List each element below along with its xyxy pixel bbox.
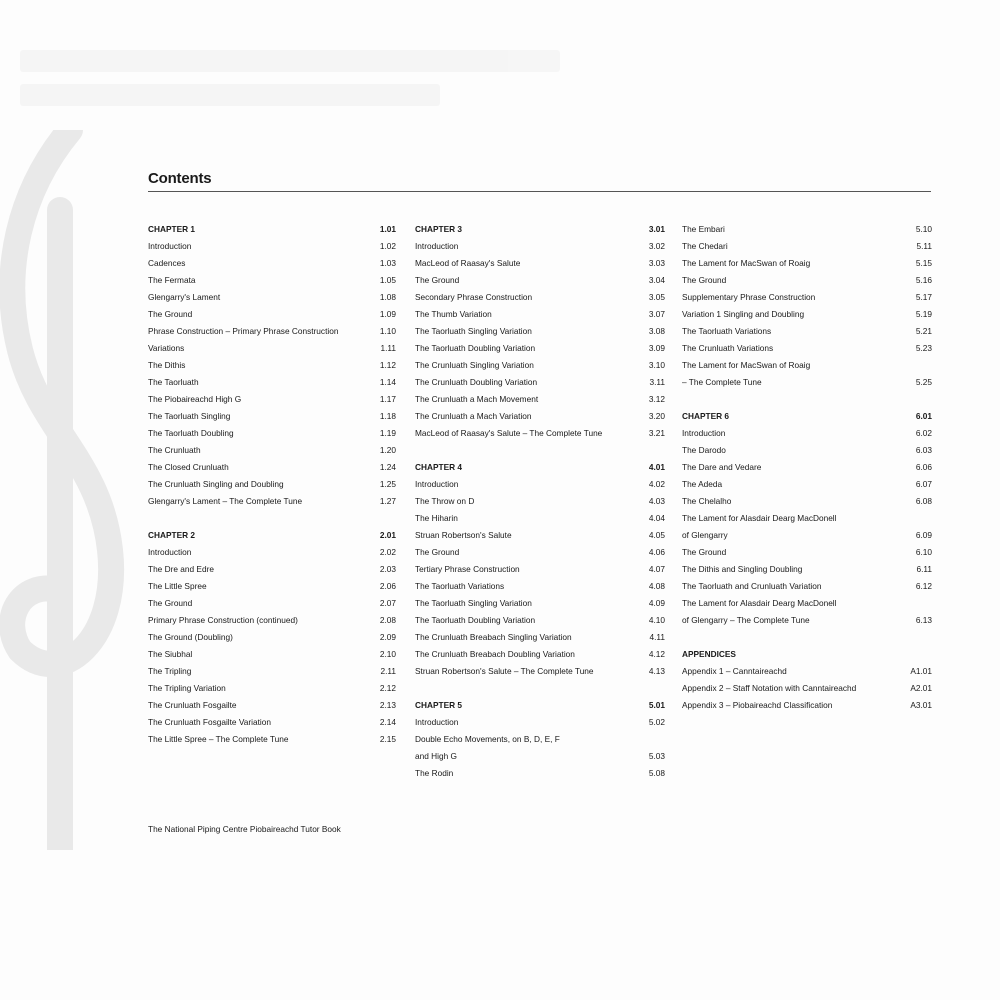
- toc-page-number: 6.07: [915, 479, 932, 489]
- toc-page-number: 3.20: [648, 411, 665, 421]
- toc-entry: [148, 595, 396, 612]
- toc-entry: [415, 510, 665, 527]
- toc-entry-title: The Taorluath Variations: [682, 326, 772, 336]
- toc-entry: [682, 442, 932, 459]
- toc-page-number: 3.21: [648, 428, 665, 438]
- section-spacer: [415, 680, 665, 697]
- section-spacer: [682, 391, 932, 408]
- toc-page-number: 4.08: [648, 581, 665, 591]
- toc-entry-title: The Taorluath Doubling Variation: [415, 343, 536, 353]
- toc-entry: [415, 391, 665, 408]
- toc-entry: [148, 544, 396, 561]
- toc-entry-title: Struan Robertson's Salute – The Complete Tune: [415, 666, 594, 676]
- toc-page-number: 3.03: [648, 258, 665, 268]
- toc-page-number: 1.20: [379, 445, 396, 455]
- toc-entry-title: Secondary Phrase Construction: [415, 292, 533, 302]
- toc-page-number: 2.10: [379, 649, 396, 659]
- toc-page-number: 1.11: [380, 343, 396, 353]
- toc-entry-title: Phrase Construction – Primary Phrase Construction: [148, 326, 339, 336]
- toc-entry-title: Glengarry's Lament: [148, 292, 221, 302]
- toc-page-number: 5.21: [915, 326, 932, 336]
- toc-entry: [148, 255, 396, 272]
- toc-entry-title: of Glengarry – The Complete Tune: [682, 615, 810, 625]
- toc-entry: [682, 697, 932, 714]
- toc-entry-title: The Ground (Doubling): [148, 632, 233, 642]
- toc-page-number: 2.12: [379, 683, 396, 693]
- toc-entry-title: Introduction: [148, 241, 192, 251]
- toc-page-number: 5.19: [915, 309, 932, 319]
- toc-entry: [148, 357, 396, 374]
- toc-entry: [415, 544, 665, 561]
- toc-entry-title: Introduction: [148, 547, 192, 557]
- chapter-heading: [682, 408, 932, 425]
- toc-page-number: 6.08: [915, 496, 932, 506]
- treble-clef-watermark: [0, 130, 140, 850]
- toc-entry-title: The Ground: [148, 598, 193, 608]
- toc-entry-title: The Taorluath Variations: [415, 581, 505, 591]
- toc-entry: [148, 731, 396, 748]
- toc-entry-title: The Crunluath Doubling Variation: [415, 377, 538, 387]
- toc-entry: [682, 323, 932, 340]
- toc-entry: [148, 714, 396, 731]
- toc-page-number: 2.09: [379, 632, 396, 642]
- toc-entry-title: The Crunluath: [148, 445, 201, 455]
- toc-entry-title: Primary Phrase Construction (continued): [148, 615, 298, 625]
- toc-page-number: 5.02: [648, 717, 665, 727]
- chapter-heading: [415, 221, 665, 238]
- toc-entry: [415, 561, 665, 578]
- toc-entry-title: MacLeod of Raasay's Salute: [415, 258, 521, 268]
- toc-page-number: 6.03: [915, 445, 932, 455]
- toc-page-number: 2.03: [379, 564, 396, 574]
- toc-entry: [415, 289, 665, 306]
- toc-page-number: 5.11: [916, 241, 932, 251]
- toc-entry-title: The Crunluath Fosgailte: [148, 700, 237, 710]
- toc-page-number: 3.11: [649, 377, 665, 387]
- toc-page-number: 3.02: [648, 241, 665, 251]
- toc-entry-title: APPENDICES: [682, 649, 736, 659]
- toc-entry-title: Tertiary Phrase Construction: [415, 564, 520, 574]
- toc-page-number: 2.02: [379, 547, 396, 557]
- toc-entry-title: The Little Spree – The Complete Tune: [148, 734, 289, 744]
- toc-page-number: 5.01: [648, 700, 665, 710]
- toc-page-number: 4.10: [648, 615, 665, 625]
- toc-entry: [682, 306, 932, 323]
- toc-entry: [415, 663, 665, 680]
- toc-entry: [415, 323, 665, 340]
- toc-entry-title: The Crunluath Variations: [682, 343, 774, 353]
- toc-entry: [415, 425, 665, 442]
- toc-entry-title: The Throw on D: [415, 496, 475, 506]
- toc-entry: [415, 765, 665, 782]
- toc-page-number: 1.09: [379, 309, 396, 319]
- toc-entry: [148, 697, 396, 714]
- contents-column-1: [148, 221, 396, 748]
- toc-entry-title: The Ground: [682, 275, 727, 285]
- toc-entry-title: Introduction: [682, 428, 726, 438]
- chapter-heading: [148, 527, 396, 544]
- toc-entry: [148, 629, 396, 646]
- toc-entry: [415, 357, 665, 374]
- toc-entry-title: The Piobaireachd High G: [148, 394, 242, 404]
- toc-entry: [682, 340, 932, 357]
- toc-entry: [682, 289, 932, 306]
- toc-page-number: A3.01: [910, 700, 932, 710]
- toc-page-number: 3.01: [648, 224, 665, 234]
- section-spacer: [415, 442, 665, 459]
- toc-entry: [415, 595, 665, 612]
- toc-page-number: 5.25: [915, 377, 932, 387]
- toc-entry: [415, 629, 665, 646]
- toc-entry: [682, 425, 932, 442]
- toc-entry: [682, 374, 932, 391]
- toc-entry-title: The Taorluath Singling Variation: [415, 326, 532, 336]
- toc-page-number: 4.06: [648, 547, 665, 557]
- toc-entry: [415, 255, 665, 272]
- toc-page-number: 6.10: [915, 547, 932, 557]
- toc-entry-title: The Dare and Vedare: [682, 462, 762, 472]
- toc-page-number: 4.13: [648, 666, 665, 676]
- toc-page-number: 4.04: [648, 513, 665, 523]
- toc-page-number: 3.08: [648, 326, 665, 336]
- toc-entry: [415, 748, 665, 765]
- toc-page-number: 1.08: [379, 292, 396, 302]
- toc-entry: [148, 289, 396, 306]
- toc-page-number: 5.08: [648, 768, 665, 778]
- toc-entry: [682, 459, 932, 476]
- toc-entry-title: The Lament for MacSwan of Roaig: [682, 258, 811, 268]
- toc-page-number: A1.01: [910, 666, 932, 676]
- toc-page-number: 5.10: [915, 224, 932, 234]
- toc-entry: [148, 459, 396, 476]
- toc-entry: [682, 527, 932, 544]
- chapter-heading: [148, 221, 396, 238]
- toc-page-number: 1.17: [379, 394, 396, 404]
- toc-entry-title: The Dithis and Singling Doubling: [682, 564, 803, 574]
- toc-entry: [148, 561, 396, 578]
- toc-entry: [682, 272, 932, 289]
- toc-page-number: 5.17: [915, 292, 932, 302]
- toc-entry-title: The Crunluath Singling and Doubling: [148, 479, 284, 489]
- toc-entry-title: The Ground: [415, 275, 460, 285]
- toc-page-number: 2.07: [379, 598, 396, 608]
- toc-entry-title: The Taorluath: [148, 377, 199, 387]
- toc-entry-title: The Lament for MacSwan of Roaig: [682, 360, 811, 370]
- toc-page-number: 3.04: [648, 275, 665, 285]
- toc-page-number: 1.01: [379, 224, 396, 234]
- toc-entry: [415, 340, 665, 357]
- toc-page-number: 1.05: [379, 275, 396, 285]
- toc-entry-title: CHAPTER 1: [148, 224, 196, 234]
- toc-entry: [415, 731, 665, 748]
- toc-entry-title: The Taorluath and Crunluath Variation: [682, 581, 822, 591]
- show-through-heading: [20, 50, 580, 140]
- toc-page-number: 2.15: [379, 734, 396, 744]
- toc-entry-title: The Darodo: [682, 445, 726, 455]
- toc-entry: [148, 680, 396, 697]
- toc-entry: [415, 374, 665, 391]
- toc-page-number: 4.05: [648, 530, 665, 540]
- toc-page-number: 6.11: [916, 564, 932, 574]
- toc-page-number: 1.27: [379, 496, 396, 506]
- toc-entry: [148, 238, 396, 255]
- toc-entry-title: CHAPTER 5: [415, 700, 463, 710]
- toc-entry: [148, 391, 396, 408]
- toc-entry-title: The Ground: [415, 547, 460, 557]
- toc-entry: [148, 476, 396, 493]
- toc-entry: [682, 544, 932, 561]
- toc-page-number: 1.10: [379, 326, 396, 336]
- toc-entry-title: Appendix 1 – Canntaireachd: [682, 666, 787, 676]
- toc-page-number: 1.18: [379, 411, 396, 421]
- toc-entry-title: The Crunluath Fosgailte Variation: [148, 717, 271, 727]
- toc-entry-title: Introduction: [415, 241, 459, 251]
- toc-entry-title: The Ground: [148, 309, 193, 319]
- toc-entry-title: – The Complete Tune: [682, 377, 762, 387]
- chapter-heading: [415, 459, 665, 476]
- toc-entry: [415, 578, 665, 595]
- toc-entry-title: The Fermata: [148, 275, 196, 285]
- toc-entry-title: Glengarry's Lament – The Complete Tune: [148, 496, 303, 506]
- toc-entry-title: The Siubhal: [148, 649, 193, 659]
- toc-page-number: 1.02: [379, 241, 396, 251]
- toc-entry: [148, 646, 396, 663]
- toc-entry-title: Variation 1 Singling and Doubling: [682, 309, 805, 319]
- toc-entry-title: The Adeda: [682, 479, 723, 489]
- toc-page-number: 1.12: [379, 360, 396, 370]
- toc-page-number: 4.01: [648, 462, 665, 472]
- toc-entry-title: The Crunluath Singling Variation: [415, 360, 534, 370]
- toc-page-number: 2.06: [379, 581, 396, 591]
- toc-entry: [415, 238, 665, 255]
- toc-entry-title: CHAPTER 3: [415, 224, 463, 234]
- toc-page-number: 4.12: [648, 649, 665, 659]
- toc-entry: [682, 238, 932, 255]
- toc-page-number: 1.24: [379, 462, 396, 472]
- toc-entry: [148, 374, 396, 391]
- toc-entry: [415, 476, 665, 493]
- toc-entry: [682, 578, 932, 595]
- toc-page-number: 6.06: [915, 462, 932, 472]
- toc-entry: [148, 272, 396, 289]
- toc-entry-title: The Ground: [682, 547, 727, 557]
- toc-entry-title: MacLeod of Raasay's Salute – The Complete Tune: [415, 428, 603, 438]
- toc-entry: [148, 663, 396, 680]
- toc-page-number: 4.07: [648, 564, 665, 574]
- footer-text: The National Piping Centre Piobaireachd Tutor Book: [148, 824, 341, 834]
- toc-entry: [148, 323, 396, 340]
- page-title: Contents: [148, 170, 212, 187]
- toc-entry-title: Cadences: [148, 258, 186, 268]
- toc-entry-title: The Crunluath Breabach Singling Variation: [415, 632, 572, 642]
- toc-entry-title: The Rodin: [415, 768, 454, 778]
- toc-entry: [415, 306, 665, 323]
- toc-page-number: 5.16: [915, 275, 932, 285]
- toc-entry: [415, 612, 665, 629]
- toc-entry-title: Appendix 2 – Staff Notation with Canntaireachd: [682, 683, 857, 693]
- toc-entry-title: CHAPTER 2: [148, 530, 196, 540]
- toc-page-number: 4.11: [649, 632, 665, 642]
- contents-column-3: [682, 221, 932, 714]
- toc-entry: [682, 357, 932, 374]
- title-rule: [148, 191, 931, 192]
- toc-page-number: 6.01: [915, 411, 932, 421]
- toc-entry: [682, 680, 932, 697]
- toc-entry-title: and High G: [415, 751, 457, 761]
- toc-entry: [682, 255, 932, 272]
- toc-entry-title: CHAPTER 6: [682, 411, 730, 421]
- toc-entry: [682, 663, 932, 680]
- toc-page-number: A2.01: [910, 683, 932, 693]
- toc-entry-title: of Glengarry: [682, 530, 728, 540]
- toc-entry-title: The Taorluath Singling Variation: [415, 598, 532, 608]
- toc-entry-title: The Dre and Edre: [148, 564, 214, 574]
- toc-entry-title: Variations: [148, 343, 185, 353]
- toc-page-number: 4.03: [648, 496, 665, 506]
- toc-entry-title: The Taorluath Doubling: [148, 428, 234, 438]
- toc-entry: [682, 510, 932, 527]
- toc-page-number: 4.02: [648, 479, 665, 489]
- toc-entry: [415, 527, 665, 544]
- toc-entry-title: The Crunluath a Mach Movement: [415, 394, 539, 404]
- toc-entry: [682, 476, 932, 493]
- toc-page-number: 5.23: [915, 343, 932, 353]
- toc-entry: [148, 578, 396, 595]
- toc-entry-title: Supplementary Phrase Construction: [682, 292, 816, 302]
- toc-page-number: 5.03: [648, 751, 665, 761]
- toc-entry-title: Appendix 3 – Piobaireachd Classification: [682, 700, 833, 710]
- toc-page-number: 1.19: [379, 428, 396, 438]
- chapter-heading: [415, 697, 665, 714]
- toc-entry: [415, 408, 665, 425]
- toc-page-number: 3.10: [648, 360, 665, 370]
- toc-entry: [682, 493, 932, 510]
- toc-page-number: 3.07: [648, 309, 665, 319]
- toc-entry-title: The Lament for Alasdair Dearg MacDonell: [682, 513, 837, 523]
- toc-page-number: 2.08: [379, 615, 396, 625]
- toc-entry-title: The Dithis: [148, 360, 186, 370]
- toc-page-number: 2.11: [380, 666, 396, 676]
- toc-page-number: 1.25: [379, 479, 396, 489]
- toc-entry-title: The Chedari: [682, 241, 728, 251]
- toc-entry-title: The Lament for Alasdair Dearg MacDonell: [682, 598, 837, 608]
- toc-entry-title: The Taorluath Doubling Variation: [415, 615, 536, 625]
- toc-page-number: 4.09: [648, 598, 665, 608]
- toc-page-number: 2.14: [379, 717, 396, 727]
- toc-entry-title: The Crunluath a Mach Variation: [415, 411, 532, 421]
- toc-entry-title: The Chelalho: [682, 496, 732, 506]
- toc-entry: [682, 612, 932, 629]
- toc-page-number: 3.09: [648, 343, 665, 353]
- chapter-heading: [682, 646, 932, 663]
- toc-entry: [148, 442, 396, 459]
- toc-entry: [682, 561, 932, 578]
- toc-entry-title: The Embari: [682, 224, 725, 234]
- toc-page-number: 6.09: [915, 530, 932, 540]
- toc-entry-title: Introduction: [415, 717, 459, 727]
- toc-page-number: 6.12: [915, 581, 932, 591]
- toc-entry: [148, 493, 396, 510]
- toc-entry: [415, 646, 665, 663]
- toc-entry-title: CHAPTER 4: [415, 462, 463, 472]
- toc-entry-title: The Crunluath Breabach Doubling Variation: [415, 649, 575, 659]
- toc-page-number: 3.05: [648, 292, 665, 302]
- toc-entry-title: The Tripling: [148, 666, 192, 676]
- toc-entry-title: The Hiharin: [415, 513, 458, 523]
- toc-entry: [148, 408, 396, 425]
- toc-entry-title: The Tripling Variation: [148, 683, 226, 693]
- toc-entry-title: Introduction: [415, 479, 459, 489]
- toc-entry: [148, 612, 396, 629]
- toc-entry-title: The Taorluath Singling: [148, 411, 231, 421]
- section-spacer: [682, 629, 932, 646]
- toc-entry-title: The Little Spree: [148, 581, 207, 591]
- contents-column-2: [415, 221, 665, 782]
- section-spacer: [148, 510, 396, 527]
- toc-entry-title: The Closed Crunluath: [148, 462, 229, 472]
- toc-page-number: 1.03: [379, 258, 396, 268]
- toc-entry: [148, 425, 396, 442]
- toc-entry-title: Double Echo Movements, on B, D, E, F: [415, 734, 560, 744]
- toc-entry: [415, 714, 665, 731]
- toc-entry-title: Struan Robertson's Salute: [415, 530, 512, 540]
- toc-entry: [682, 221, 932, 238]
- toc-page-number: 2.13: [379, 700, 396, 710]
- toc-page-number: 1.14: [379, 377, 396, 387]
- toc-page-number: 2.01: [379, 530, 396, 540]
- toc-page-number: 6.02: [915, 428, 932, 438]
- toc-entry-title: The Thumb Variation: [415, 309, 492, 319]
- toc-entry: [148, 340, 396, 357]
- toc-entry: [415, 493, 665, 510]
- toc-entry: [148, 306, 396, 323]
- toc-entry: [682, 595, 932, 612]
- toc-page-number: 3.12: [648, 394, 665, 404]
- toc-page-number: 6.13: [915, 615, 932, 625]
- toc-entry: [415, 272, 665, 289]
- toc-page-number: 5.15: [915, 258, 932, 268]
